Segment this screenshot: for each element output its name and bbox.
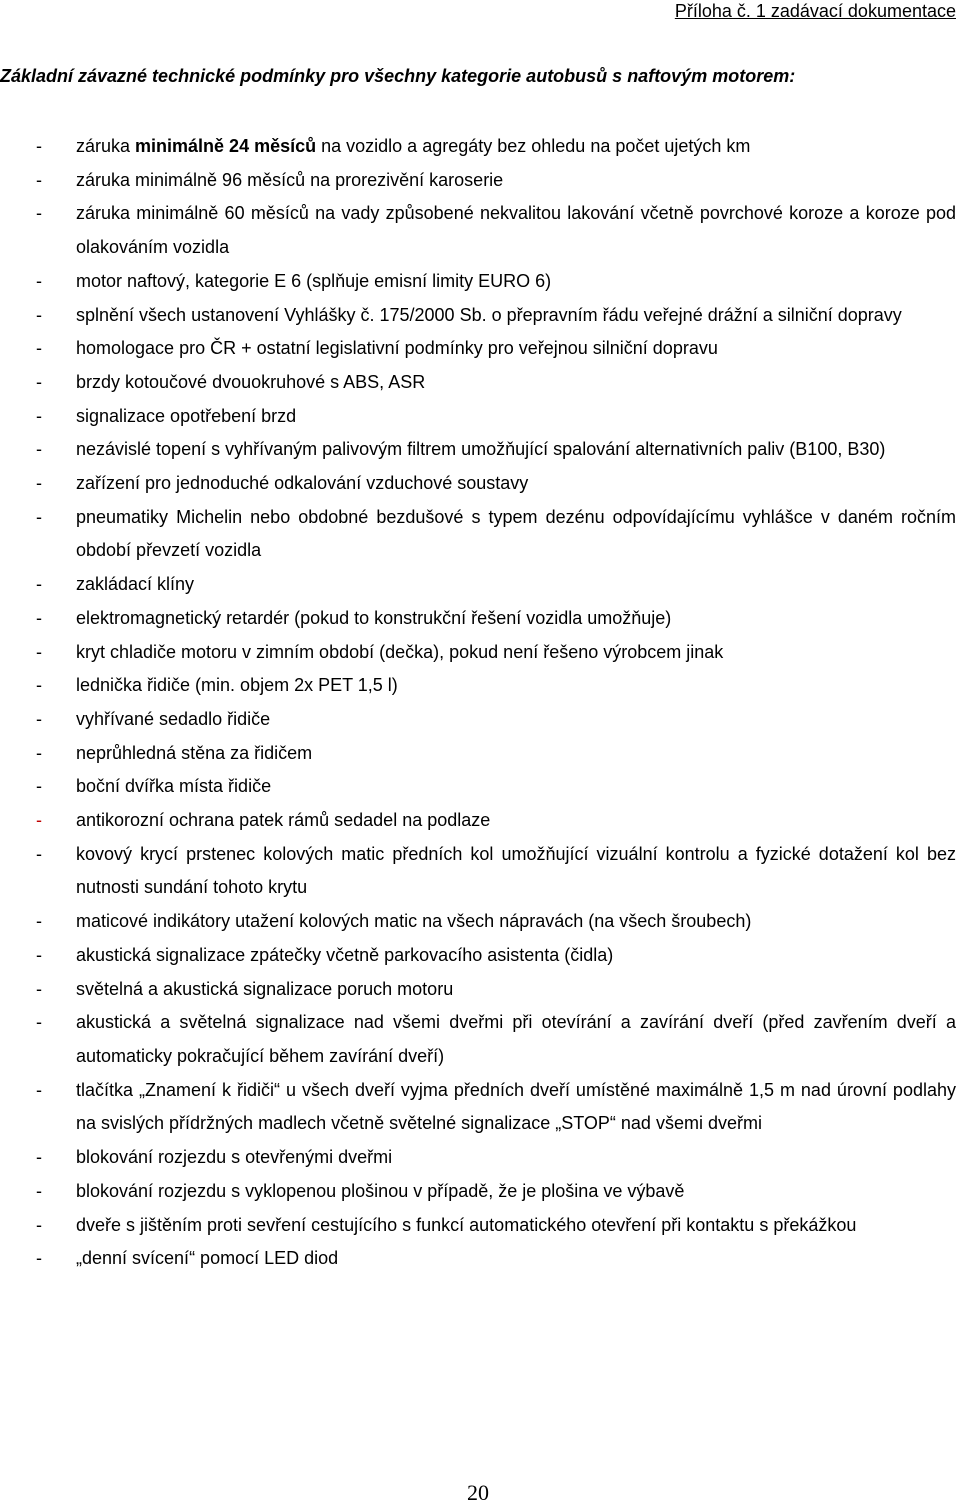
bullet-dash: - (36, 641, 42, 662)
requirement-item (0, 737, 956, 771)
bullet-dash: - (36, 169, 42, 190)
bullet-dash: - (36, 371, 42, 392)
requirement-text: akustická a světelná signalizace nad všemi dveřmi při otevírání a zavírání dveří (před zavřením dveří a automaticky pokračující během zavírání dveří) (76, 1012, 956, 1066)
requirement-text: maticové indikátory utažení kolových matic na všech nápravách (na všech šroubech) (76, 911, 752, 932)
bullet-dash: - (36, 136, 42, 156)
requirement-item (0, 804, 956, 838)
requirement-item (0, 400, 956, 434)
bullet-dash: - (36, 1147, 42, 1168)
requirement-text: lednička řidiče (min. objem 2x PET 1,5 l) (76, 675, 398, 696)
requirement-item (0, 669, 956, 703)
requirement-text: elektromagnetický retardér (pokud to konstrukční řešení vozidla umožňuje) (76, 607, 672, 628)
bullet-dash: - (36, 708, 42, 729)
requirement-text-part: záruka (76, 136, 136, 156)
bullet-dash: - (36, 574, 42, 595)
requirement-item (0, 433, 956, 467)
bullet-dash: - (36, 473, 42, 494)
requirement-text: splnění všech ustanovení Vyhlášky č. 175/2000 Sb. o přepravním řádu veřejné drážní a silniční dopravy (76, 304, 902, 325)
requirement-item (0, 636, 956, 670)
bullet-dash: - (36, 776, 42, 797)
requirement-text: záruka minimálně 60 měsíců na vady způsobené nekvalitou lakování včetně povrchové koroze a koroze pod olakováním vozidla (76, 203, 956, 258)
bullet-dash: - (36, 439, 42, 460)
requirement-item (0, 501, 956, 568)
requirement-item (0, 703, 956, 737)
requirement-text: kovový krycí prstenec kolových matic předních kol umožňující vizuální kontrolu a fyzické dotažení kol bez nutnosti sundání tohoto krytu (76, 843, 956, 898)
requirement-text (76, 136, 750, 156)
requirement-item (0, 602, 956, 636)
requirement-text: dveře s jištěním proti sevření cestujícího s funkcí automatického otevření při kontaktu s překážkou (76, 1214, 857, 1235)
bullet-dash: - (36, 1248, 42, 1269)
bullet-dash: - (36, 742, 42, 763)
requirement-text-part: na vozidlo a agregáty bez ohledu na počet ujetých km (316, 136, 751, 156)
requirement-text: akustická signalizace zpátečky včetně parkovacího asistenta (čidla) (76, 944, 614, 965)
requirement-item (0, 568, 956, 602)
requirement-item (0, 973, 956, 1007)
requirement-text: neprůhledná stěna za řidičem (76, 742, 313, 763)
page-number: 20 (467, 1480, 489, 1505)
requirement-text: „denní svícení“ pomocí LED diod (76, 1248, 339, 1269)
bullet-dash: - (36, 338, 42, 359)
requirement-text: blokování rozjezdu s otevřenými dveřmi (76, 1147, 393, 1168)
bullet-dash: - (36, 304, 42, 325)
bullet-dash: - (36, 911, 42, 932)
requirement-text: pneumatiky Michelin nebo obdobné bezdušové s typem dezénu odpovídajícímu vyhlášce v daném ročním období převzetí vozidla (76, 506, 956, 561)
requirement-item (0, 164, 956, 198)
bullet-dash: - (36, 1079, 42, 1100)
requirement-item (0, 1006, 956, 1073)
requirement-text: motor naftový, kategorie E 6 (splňuje emisní limity EURO 6) (76, 270, 552, 291)
requirement-text: záruka minimálně 96 měsíců na prorezivění karoserie (76, 169, 504, 190)
requirement-text: homologace pro ČR + ostatní legislativní podmínky pro veřejnou silniční dopravu (76, 338, 718, 359)
bullet-dash: - (36, 405, 42, 426)
bullet-dash: - (36, 1012, 42, 1033)
requirement-text: vyhřívané sedadlo řidiče (76, 708, 271, 729)
requirement-text: nezávislé topení s vyhřívaným palivovým filtrem umožňující spalování alternativních paliv (B100, B30) (76, 439, 886, 460)
bullet-dash: - (36, 675, 42, 696)
annex-label: Příloha č. 1 zadávací dokumentace (674, 1, 956, 21)
bullet-dash: - (36, 944, 42, 965)
requirement-item (0, 838, 956, 905)
requirement-text: blokování rozjezdu s vyklopenou plošinou v případě, že je plošina ve výbavě (76, 1180, 685, 1201)
requirement-text: brzdy kotoučové dvouokruhové s ABS, ASR (76, 371, 426, 392)
bullet-dash: - (36, 270, 42, 291)
requirement-item (0, 467, 956, 501)
requirement-item (0, 1242, 956, 1276)
requirement-item (0, 366, 956, 400)
requirement-item (0, 197, 956, 264)
requirement-item (0, 1209, 956, 1243)
bullet-dash: - (36, 978, 42, 999)
requirement-text: zakládací klíny (76, 574, 195, 595)
bullet-dash: - (36, 810, 42, 831)
requirement-item (0, 130, 956, 164)
requirement-text: antikorozní ochrana patek rámů sedadel na podlaze (76, 810, 491, 831)
bullet-dash: - (36, 1180, 42, 1201)
requirement-item (0, 1141, 956, 1175)
requirement-text: světelná a akustická signalizace poruch motoru (76, 978, 454, 999)
requirement-item (0, 1074, 956, 1141)
requirements-list (0, 130, 956, 1276)
requirement-text: kryt chladiče motoru v zimním období (dečka), pokud není řešeno výrobcem jinak (76, 641, 724, 662)
requirement-item (0, 1175, 956, 1209)
bullet-dash: - (36, 607, 42, 628)
bullet-dash: - (36, 506, 42, 527)
requirement-text: zařízení pro jednoduché odkalování vzduchové soustavy (76, 473, 529, 494)
bullet-dash: - (36, 1214, 42, 1235)
document-title: Základní závazné technické podmínky pro všechny kategorie autobusů s naftovým motorem: (0, 66, 796, 86)
requirement-text: boční dvířka místa řidiče (76, 776, 272, 797)
requirement-text: tlačítka „Znamení k řidiči“ u všech dveří vyjma předních dveří umístěné maximálně 1,5 m nad úrovní podlahy na svislých přídržných madlech včetně světelné signalizace „STOP“ nad všemi dveřmi (76, 1079, 956, 1134)
requirement-item (0, 299, 956, 333)
bullet-dash: - (36, 843, 42, 864)
requirement-item (0, 332, 956, 366)
requirement-text: signalizace opotřebení brzd (76, 405, 297, 426)
requirement-item (0, 939, 956, 973)
requirement-emphasis: minimálně 24 měsíců (135, 136, 317, 156)
requirement-item (0, 905, 956, 939)
bullet-dash: - (36, 203, 42, 224)
requirement-item (0, 770, 956, 804)
requirement-item (0, 265, 956, 299)
